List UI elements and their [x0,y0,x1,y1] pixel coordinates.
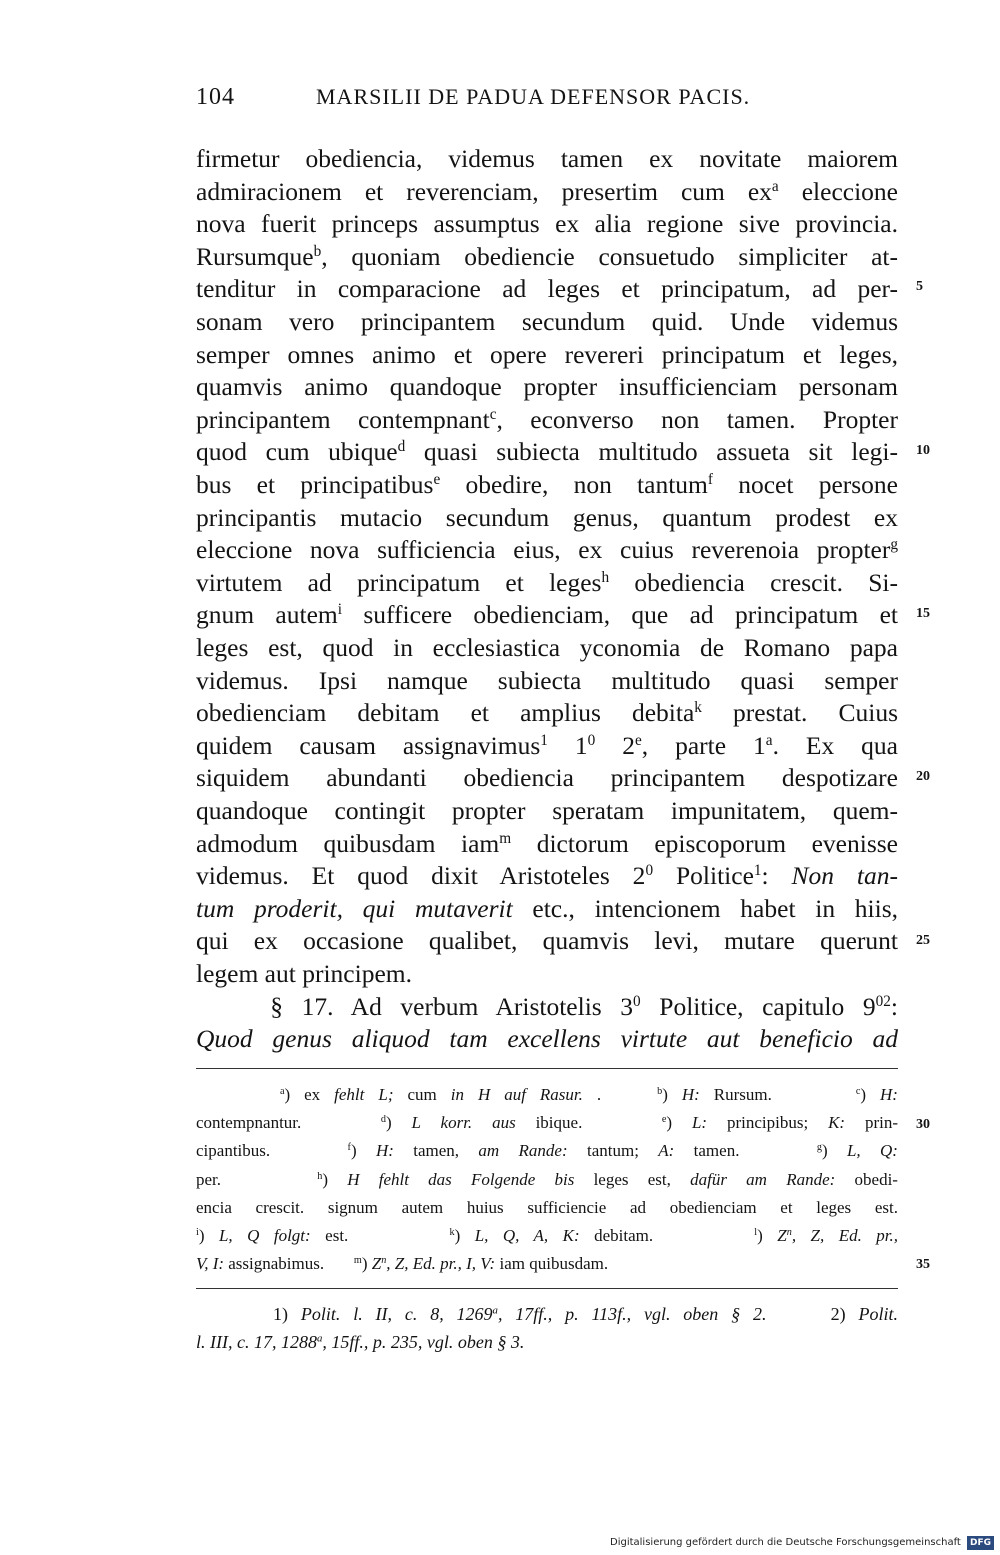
apparatus-line: cipantibus. $^f$) H: tamen, am Rande: tantum; A: tamen. $^g$) L, Q: [196,1141,898,1161]
apparatus-line: V, I: assignabimus. $^m$) $Z^n$, Z, Ed. pr., I, V: iam quibusdam. [196,1254,609,1274]
text-line: eleccione nova sufficiencia eius, ex cuius reverenoia propter$^g$ [196,535,898,565]
text-line: bus et principatibus$^e$ obedire, non tantum$^f$ nocet persone [196,470,899,499]
source-note-divider [196,1288,898,1289]
text-line: videmus. Ipsi namque subiecta multitudo quasi semper [196,665,898,695]
margin-line-number: 15 [916,606,930,621]
apparatus-line: $^a$) ex fehlt L; cum in H auf Rasur. . $^b$) H: Rursum. $^c$) H: [279,1085,898,1104]
running-title: MARSILII DE PADUA DEFENSOR PACIS. [316,84,751,109]
text-line: leges est, quod in ecclesiastica yconomia de Romano papa [196,633,898,662]
text-line: videmus. Et quod dixit Aristoteles $2^0$ Politice$^1$: Non tan- [196,861,898,891]
margin-line-number: 30 [916,1117,930,1132]
text-line: tenditur in comparacione ad leges et principatum, ad per- [196,274,898,304]
text-line: admiracionem et reverenciam, presertim cum $ex^a$ eleccione [196,176,898,206]
margin-line-number: 20 [916,769,930,784]
text-line: § 17. Ad verbum Aristotelis $3^0$ Politice, capitulo $9^{02}$: [196,991,898,1021]
page-number: 104 [196,84,235,110]
margin-line-number: 5 [916,279,923,294]
text-line: nova fuerit princeps assumptus ex alia regione sive provincia. [196,209,898,239]
margin-line-number: 25 [916,933,930,948]
text-line: legem aut principem. [196,959,412,988]
apparatus-line: contempnantur. $^d$) L korr. aus ibique. $^e$) L: principibus; K: prin- [196,1113,899,1133]
margin-line-number: 10 [916,443,930,458]
digitization-credit-text: Digitalisierung gefördert durch die Deutsche Forschungsgemeinschaft [610,1537,961,1548]
text-line: quamvis animo quandoque propter insufficienciam personam [196,372,898,402]
text-line: semper omnes animo et opere revereri principatum et leges, [196,339,898,369]
text-line: qui ex occasione qualibet, quamvis levi, mutare querunt [196,926,898,956]
dfg-logo: DFG [967,1536,994,1550]
text-line: admodum quibusdam iam$^m$ dictorum episcoporum evenisse [196,828,898,858]
source-note-line: l. III, c. 17, 1288$^a$, 15ff., p. 235, vgl. oben § 3. [196,1332,525,1352]
text-line: quidem causam assignavimus$^1$ $1^0$ 2e, parte 1$^a$. Ex qua [196,730,898,760]
text-line: gnum autem$^i$ sufficere obedienciam, que ad principatum et [196,600,899,630]
text-line: quod cum ubique$^d$ quasi subiecta multitudo assueta sit legi- [196,437,898,467]
source-note-line: 1) Polit. l. II, c. 8, 1269$^a$, 17ff., p. 113f., vgl. oben § 2. 2) Polit. [196,1304,898,1324]
text-line: quandoque contingit propter speratam impunitatem, quem- [196,796,898,825]
text-line: tum proderit, qui mutaverit etc., intencionem habet in hiis, [196,893,898,923]
text-line: obedienciam debitam et amplius debita$^k$ prestat. Cuius [196,698,898,728]
apparatus-line: $^i$) L, Q folgt: est. $^k$) L, Q, A, K: debitam. $^l$) $Z^n$, Z, Ed. pr., [196,1226,899,1245]
text-line: firmetur obediencia, videmus tamen ex novitate maiorem [196,144,898,173]
digitization-credit [610,1536,994,1550]
text-line: sonam vero principantem secundum quid. Unde videmus [196,307,898,336]
text-line: siquidem abundanti obediencia principantem despotizare [196,763,898,793]
apparatus-line: encia crescit. signum autem huius sufficiencie ad obedienciam et leges est. [196,1197,898,1217]
text-line: principantis mutacio secundum genus, quantum prodest ex [196,502,898,532]
text-line: principantem contempnant$^c$, econverso non tamen. Propter [196,404,898,434]
text-line: virtutem ad principatum et leges$^h$ obediencia crescit. Si- [196,567,898,597]
text-line: Rursumque$^b$, quoniam obediencie consuetudo simpliciter at- [196,241,898,271]
margin-line-number: 35 [916,1257,930,1272]
footnote-divider [196,1068,898,1069]
text-line: Quod genus aliquod tam excellens virtute aut beneficio ad [196,1024,898,1054]
apparatus-line: per. $^h$) H fehlt das Folgende bis leges est, dafür am Rande: obedi- [196,1169,898,1189]
